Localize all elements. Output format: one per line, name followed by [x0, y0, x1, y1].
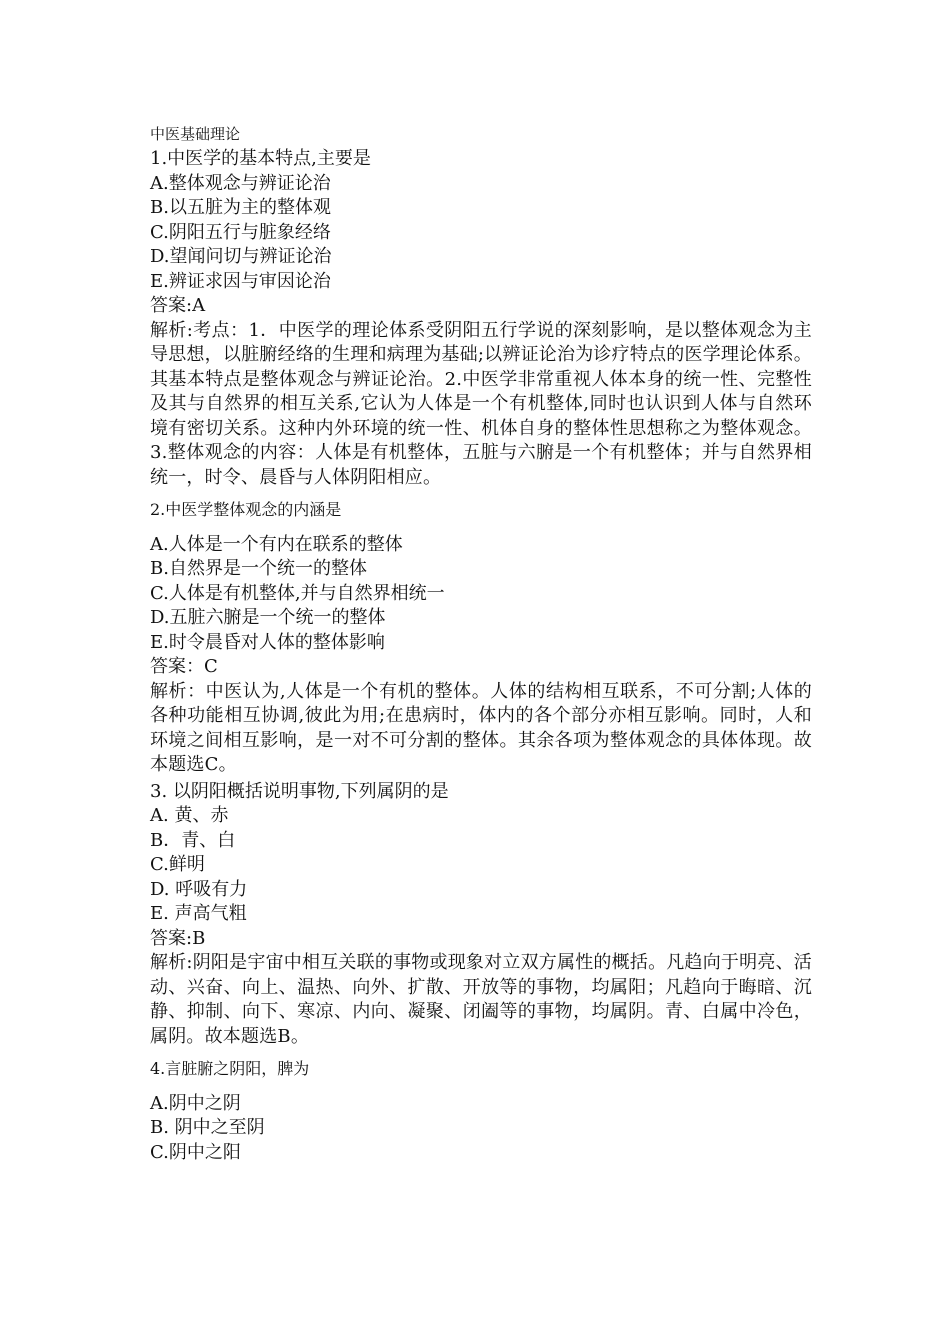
option-c: C.鲜明	[150, 854, 205, 875]
answer: 答案:A	[150, 295, 206, 316]
option-a: A.阴中之阴	[150, 1092, 241, 1114]
question-1	[150, 147, 812, 490]
question-stem: 1.中医学的基本特点,主要是	[150, 148, 371, 169]
option-b: B．青、白	[150, 829, 236, 851]
question-stem: 3. 以阴阳概括说明事物,下列属阴的是	[150, 780, 449, 802]
question-2	[150, 498, 812, 778]
document-page	[150, 124, 812, 1165]
option-a: A.人体是一个有内在联系的整体	[150, 533, 403, 555]
option-a: A. 黄、赤	[150, 805, 229, 826]
option-d: D. 呼吸有力	[150, 878, 248, 900]
question-4	[150, 1057, 812, 1165]
option-d: D.望闻问切与辨证论治	[150, 246, 332, 267]
option-d: D.五脏六腑是一个统一的整体	[150, 607, 386, 628]
option-c: C.人体是有机整体,并与自然界相统一	[150, 582, 445, 604]
option-e: E.时令晨昏对人体的整体影响	[150, 631, 385, 653]
question-stem: 2.中医学整体观念的内涵是	[150, 500, 342, 519]
option-a: A.整体观念与辨证论治	[150, 172, 331, 194]
option-c: C.阴中之阳	[150, 1141, 241, 1163]
explanation: 解析:考点：1．中医学的理论体系受阴阳五行学说的深刻影响，是以整体观念为主导思想，以脏腑经络的生理和病理为基础;以辨证论治为诊疗特点的医学理论体系。其基本特点是整体观念与辨证论治。2.中医学非常重视人体本身的统一性、完整性及其与自然界的相互关系,它认为人体是一个有机整体,同时也认识到人体与自然环境有密切关系。这种内外环境的统一性、机体自身的整体性思想称之为整体观念。3.整体观念的内容：人体是有机整体，五脏与六腑是一个有机整体；并与自然界相统一，时令、晨昏与人体阴阳相应。	[150, 319, 812, 488]
explanation: 解析：中医认为,人体是一个有机的整体。人体的结构相互联系，不可分割;人体的各种功能相互协调,彼此为用;在患病时，体内的各个部分亦相互影响。同时，人和环境之间相互影响，是一对不可分割的整体。其余各项为整体观念的具体体现。故本题选C。	[150, 680, 812, 775]
option-b: B. 阴中之至阴	[150, 1117, 265, 1138]
option-b: B.以五脏为主的整体观	[150, 197, 331, 218]
option-c: C.阴阳五行与脏象经络	[150, 221, 331, 243]
answer: 答案:B	[150, 927, 206, 949]
question-stem: 4.言脏腑之阴阳，脾为	[150, 1059, 310, 1078]
option-e: E.辨证求因与审因论治	[150, 270, 331, 292]
answer: 答案：C	[150, 656, 218, 677]
question-3	[150, 780, 812, 1050]
explanation: 解析:阴阳是宇宙中相互关联的事物或现象对立双方属性的概括。凡趋向于明亮、活动、兴奋、向上、温热、向外、扩散、开放等的事物，均属阳；凡趋向于晦暗、沉静、抑制、向下、寒凉、内向、凝聚、闭阖等的事物，均属阴。青、白属中冷色，属阴。故本题选B。	[150, 952, 812, 1047]
option-e: E. 声高气粗	[150, 903, 247, 924]
document-title: 中医基础理论	[150, 125, 241, 143]
option-b: B.自然界是一个统一的整体	[150, 558, 367, 579]
